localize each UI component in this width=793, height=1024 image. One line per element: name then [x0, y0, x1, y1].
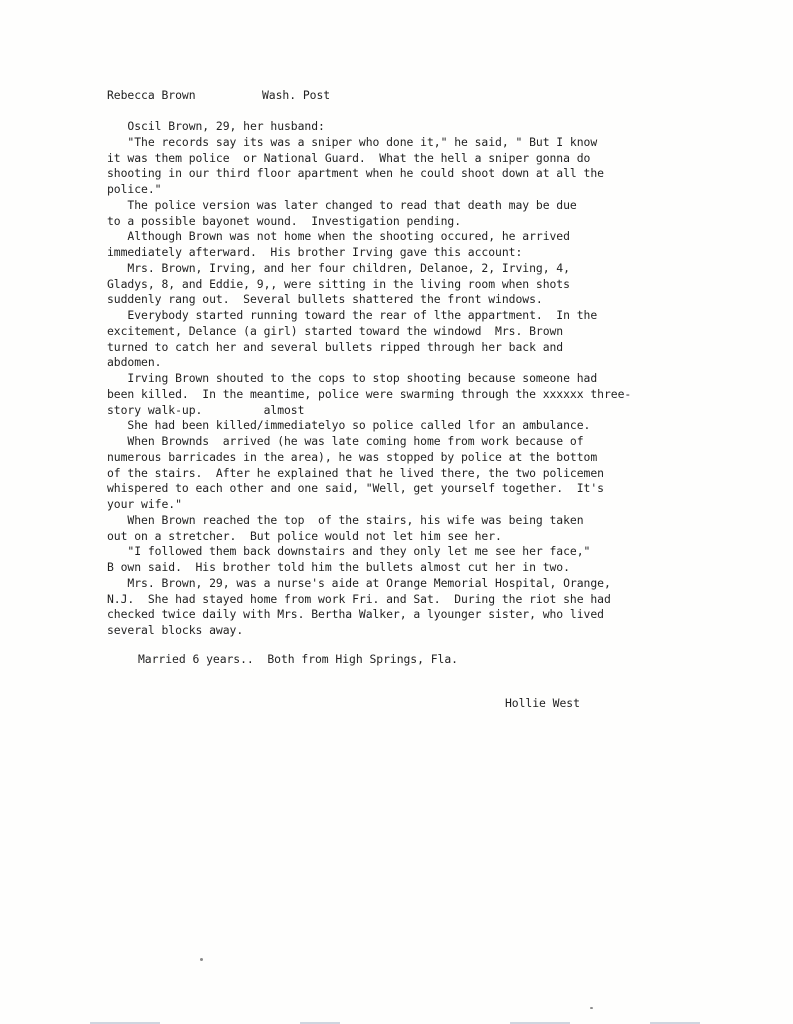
body-line: N.J. She had stayed home from work Fri. and Sat. During the riot she had [107, 591, 611, 606]
body-line: She had been killed/immediatelyo so police called lfor an ambulance. [107, 418, 591, 433]
body-line: B own said. His brother told him the bullets almost cut her in two. [107, 560, 570, 574]
body-line: "The records say its was a sniper who done it," he said, " But I know [107, 134, 598, 149]
header-publication: Wash. Post [262, 88, 331, 102]
body-line: immediately afterward. His brother Irving gave this account: [107, 245, 523, 259]
body-text [107, 119, 707, 639]
body-line: your wife." [107, 497, 182, 511]
body-line: Everybody started running toward the rear of lthe appartment. In the [107, 308, 598, 322]
body-line: The police version was later changed to read that death may be due [107, 197, 577, 212]
body-line: been killed. In the meantime, police were swarming through the xxxxxx three- [107, 386, 632, 401]
speck-mark [590, 1007, 593, 1009]
body-line: abdomen. [107, 355, 162, 370]
body-line: Mrs. Brown, Irving, and her four children, Delanoe, 2, Irving, 4, [107, 260, 570, 275]
body-line: Oscil Brown, 29, her husband: [107, 119, 325, 133]
body-line: shooting in our third floor apartment when he could shoot down at all the [107, 166, 604, 181]
author-signature: Hollie West [505, 696, 580, 710]
header-subject: Rebecca Brown [107, 88, 196, 102]
body-line: it was them police or National Guard. What the hell a sniper gonna do [107, 150, 591, 165]
body-line: numerous barricades in the area), he was stopped by police at the bottom [107, 449, 598, 464]
body-line: to a possible bayonet wound. Investigation pending. [107, 213, 462, 228]
body-line: of the stairs. After he explained that he lived there, the two policemen [107, 465, 604, 480]
body-line: turned to catch her and several bullets ripped through her back and [107, 339, 564, 354]
body-line: checked twice daily with Mrs. Bertha Walker, a lyounger sister, who lived [107, 607, 604, 622]
body-line: Mrs. Brown, 29, was a nurse's aide at Orange Memorial Hospital, Orange, [107, 575, 611, 590]
body-line: Although Brown was not home when the shooting occured, he arrived [107, 229, 570, 244]
body-line: several blocks away. [107, 623, 244, 637]
speck-mark [200, 958, 203, 961]
body-line: "I followed them back downstairs and they only let me see her face," [107, 544, 591, 559]
body-line: police." [107, 182, 162, 196]
body-line: suddenly rang out. Several bullets shattered the front windows. [107, 292, 543, 307]
body-line: out on a stretcher. But police would not let him see her. [107, 528, 502, 543]
body-line: Irving Brown shouted to the cops to stop shooting because someone had [107, 371, 598, 385]
body-line: When Brown reached the top of the stairs, his wife was being taken [107, 512, 584, 527]
body-line: story walk-up. almost [107, 402, 305, 417]
body-line: excitement, Delance (a girl) started toward the windowd Mrs. Brown [107, 323, 564, 338]
body-line: whispered to each other and one said, "Well, get yourself together. It's [107, 481, 604, 496]
closing-note: Married 6 years.. Both from High Springs, Fla. [138, 652, 458, 666]
body-line: Gladys, 8, and Eddie, 9,, were sitting in the living room when shots [107, 276, 570, 291]
body-line: When Brownds arrived (he was late coming home from work because of [107, 434, 584, 448]
